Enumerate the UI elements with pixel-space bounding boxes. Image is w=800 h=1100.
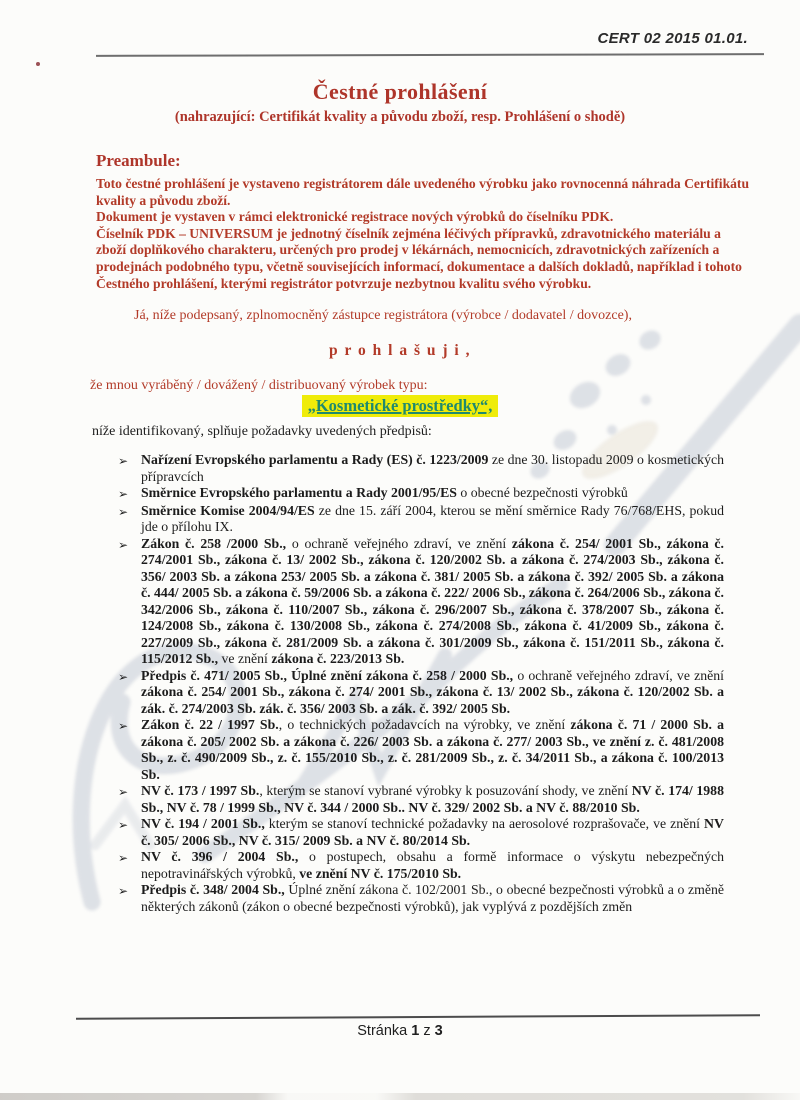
list-item (96, 717, 724, 783)
text-segment: o ochraně veřejného zdraví, ve znění (513, 667, 724, 683)
declaration-outro: níže identifikovaný, splňuje požadavky uvedených předpisů: (92, 424, 432, 439)
text-segment: z (419, 1023, 435, 1039)
text-segment: Nařízení Evropského parlamentu a Rady (ES) č. 1223/2009 (141, 452, 489, 467)
arrow-bullet-icon: ➢ (118, 785, 129, 799)
arrow-bullet-icon: ➢ (118, 719, 129, 733)
text-segment: NV č. 174/ 1988 Sb., NV č. 78 / 1999 Sb., NV č. 344 / 2000 Sb.. NV č. 329/ 2002 Sb. a NV č. 88/2010 Sb. (141, 783, 724, 815)
list-item-text (141, 849, 724, 882)
text-segment: Stránka (357, 1023, 412, 1039)
red-dot-artifact (36, 62, 40, 66)
regulations-list (96, 452, 724, 915)
text-segment: zákona č. 254/ 2001 Sb., zákona č. 274/2001 Sb., zákona č. 13/ 2002 Sb., zákona č. 120/2002 Sb. a zákona č. 274/2003 Sb., zákona č. 356/ 2003 Sb. a zákona 253/ 2005 Sb. a zákona č. 381/ 2005 Sb. a zákona č. 392/ 2005 Sb. a zákona č. 444/ 2005 Sb. a zákona č. 59/2006 Sb. a zákona č. 222/ 2006 Sb., zákona č. 264/2006 Sb., zákona č. 342/2006 Sb., zákona č. 110/2007 Sb., zákona č. 296/2007 Sb., zákona č. 378/2007 Sb., zákona č. 124/2008 Sb., zákona č. 130/2008 Sb., zákona č. 274/2008 Sb., zákona č. 41/2009 Sb., zákona č. 227/2009 Sb., zákona č. 281/2009 Sb. a zákona č. 301/2009 Sb., zákona č. 151/2011 Sb., zákona č. 115/2012 Sb., (141, 535, 724, 666)
text-segment: zákona č. 71 / 2000 Sb. a zákona č. 205/ 2002 Sb. a zákona č. 226/ 2003 Sb. a zákona č. 277/ 2003 Sb., ve znění z. č. 481/2008 Sb., z. č. 490/2009 Sb., z. č. 155/2010 Sb., z. č. 281/2009 Sb., z. č. 34/2011 Sb., a zákona č. 100/2013 Sb. (141, 717, 725, 782)
document-subtitle: (nahrazující: Certifikát kvality a původu zboží, resp. Prohlášení o shodě) (174, 109, 626, 125)
text-segment: 1 (411, 1023, 420, 1039)
text-segment: zákona č. 223/2013 Sb. (271, 651, 405, 666)
product-type-line (0, 396, 800, 416)
text-segment: , o technických požadavcích na výrobky, ve znění (278, 717, 571, 732)
list-item (96, 849, 724, 882)
text-segment: , kterým se stanoví vybrané výrobky k posuzování shody, ve znění (259, 783, 632, 798)
list-item-text (141, 668, 724, 718)
text-segment: ze dne 30. listopadu 2009 o kosmetických přípravcích (141, 452, 724, 484)
arrow-bullet-icon: ➢ (118, 818, 129, 832)
text-segment: 3 (434, 1023, 443, 1039)
text-segment: Předpis č. 348/ 2004 Sb., (141, 882, 285, 897)
text-segment: ze dne 15. září 2004, kterou se mění směrnice Rady 76/768/EHS, pokud jde o přílohu IX. (141, 502, 725, 534)
text-segment: zákona č. 254/ 2001 Sb., zákona č. 274/ 2001 Sb., zákona č. 13/ 2002 Sb., zákona č. 120/2002 Sb. a zák. č. 274/2003 Sb. zák. č. 356/ 2003 Sb. a zák. č. 392/ 2005 Sb. (141, 684, 724, 716)
text-segment: o ochraně veřejného zdraví, ve znění (286, 535, 512, 551)
arrow-bullet-icon: ➢ (118, 454, 129, 468)
text-segment: NV č. 396 / 2004 Sb., (141, 849, 299, 864)
text-segment: Směrnice Evropského parlamentu a Rady 2001/95/ES (141, 485, 457, 500)
product-type-highlight: „Kosmetické prostředky“, (302, 395, 499, 417)
text-segment: NV č. 173 / 1997 Sb. (141, 783, 260, 798)
document-title: Čestné prohlášení (312, 79, 488, 104)
list-item (96, 536, 724, 668)
list-item (96, 882, 724, 915)
arrow-bullet-icon: ➢ (118, 504, 129, 519)
text-segment: ve znění NV č. 175/2010 Sb. (299, 865, 462, 881)
list-item-text (141, 783, 724, 816)
text-segment: kterým se stanoví technické požadavky na aerosolové rozprašovače, ve znění (264, 816, 705, 831)
text-segment: Úplné znění zákona č. 102/2001 Sb., o obecné bezpečnosti výrobků a o změně některých zákonů (zákon o obecné bezpečnosti výrobků), jak vyplývá z pozdějších změn (141, 882, 724, 914)
list-item-text (141, 536, 724, 668)
list-item (96, 816, 724, 849)
cert-code: CERT 02 2015 01.01. (597, 30, 748, 47)
list-item (96, 783, 724, 816)
text-segment: Směrnice Komise 2004/94/ES (141, 502, 315, 518)
text-segment: Zákon č. 22 / 1997 Sb. (141, 717, 279, 732)
arrow-bullet-icon: ➢ (118, 884, 129, 898)
scan-edge-artifact (0, 1093, 800, 1100)
list-item-text (141, 452, 724, 485)
text-segment: Zákon č. 258 /2000 Sb., (141, 535, 287, 551)
text-segment: Předpis č. 471/ 2005 Sb., Úplné znění zákona č. 258 / 2000 Sb., (141, 667, 514, 683)
preamble-paragraph: Toto čestné prohlášení je vystaveno registrátorem dále uvedeného výrobku jako rovnocenná náhrada Certifikátu kvality a původu zboží. (96, 176, 750, 208)
list-item (96, 452, 724, 485)
product-type-intro: že mnou vyráběný / dovážený / distribuovaný výrobek typu: (90, 378, 428, 393)
list-item (96, 668, 724, 718)
arrow-bullet-icon: ➢ (118, 851, 129, 865)
list-item (96, 503, 724, 536)
list-item-text (141, 816, 724, 849)
text-segment: NV č. 305/ 2006 Sb., NV č. 315/ 2009 Sb. a NV č. 80/2014 Sb. (141, 816, 724, 848)
text-segment: o obecné bezpečnosti výrobků (456, 485, 628, 500)
list-item-text (141, 882, 724, 915)
preamble-text (96, 176, 750, 292)
list-item-text (141, 717, 724, 783)
list-item-text (141, 503, 724, 536)
arrow-bullet-icon: ➢ (118, 669, 129, 684)
text-segment: ve znění (218, 651, 272, 666)
text-segment: o postupech, obsahu a formě informace o výskytu nebezpečných nepotravinářských výrobků, (141, 849, 724, 881)
declaration-verb: p r o h l a š u j i , (329, 342, 471, 359)
page-number (0, 1023, 800, 1039)
declaration-intro: Já, níže podepsaný, zplnomocněný zástupce registrátora (výrobce / dodavatel / dovozce), (134, 308, 632, 323)
arrow-bullet-icon: ➢ (118, 487, 129, 501)
list-item-text (141, 485, 724, 503)
list-item (96, 485, 724, 503)
preamble-heading: Preambule: (96, 151, 181, 170)
arrow-bullet-icon: ➢ (118, 537, 129, 552)
preamble-paragraph: Číselník PDK – UNIVERSUM je jednotný číselník zejména léčivých přípravků, zdravotnického materiálu a zboží doplňkového charakteru, určených pro prodej v lékárnách, nemocnicích, zdravotnických zařízeních a prodejnách podobného typu, včetně souvisejících informací, dokumentace a dalších dokladů, například i tohoto Čestného prohlášení, kterými registrátor potvrzuje nezbytnou kvalitu svého výrobku. (96, 225, 742, 291)
text-segment: NV č. 194 / 2001 Sb., (141, 816, 265, 831)
preamble-paragraph: Dokument je vystaven v rámci elektronické registrace nových výrobků do číselníku PDK. (96, 209, 614, 225)
